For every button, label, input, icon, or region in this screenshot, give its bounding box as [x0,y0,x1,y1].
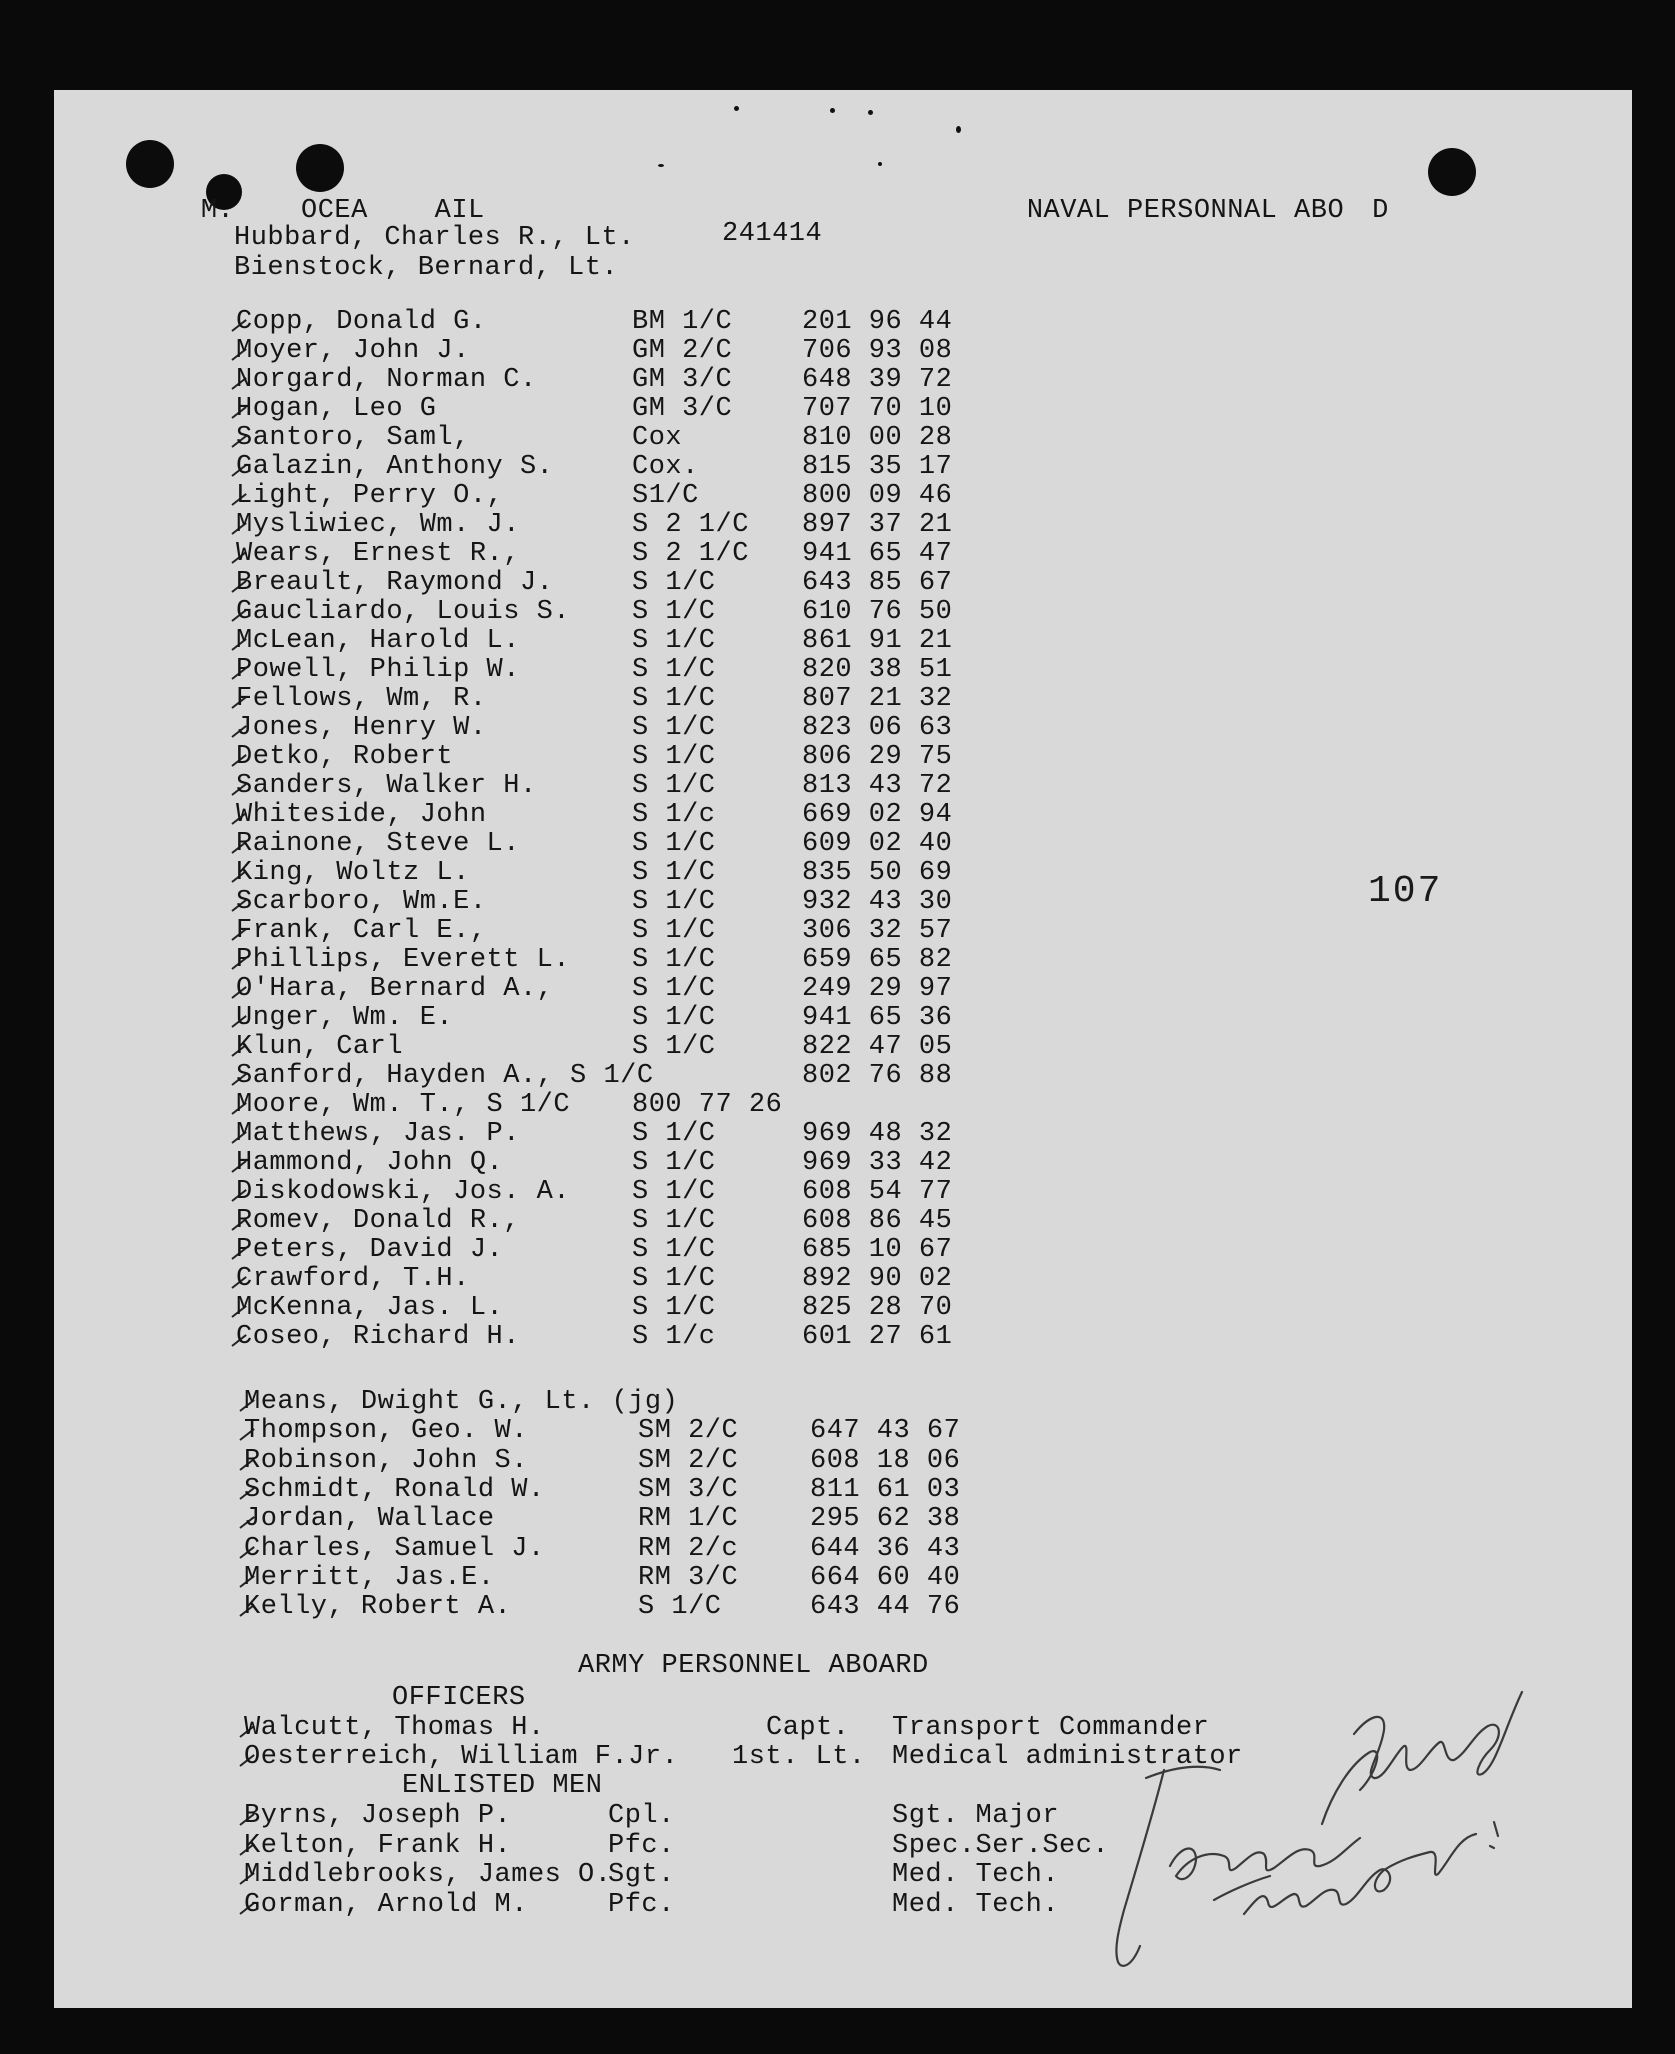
sailor-name: Means, Dwight G., Lt. (jg) [244,1387,679,1417]
sailor-name: Scarboro, Wm.E. [236,887,487,917]
service-number: 892 90 02 [802,1264,953,1294]
service-number: 813 43 72 [802,771,953,801]
sailor-rate: Cox. [632,452,699,482]
sailor-rate: S 1/C [632,829,716,859]
service-number: 941 65 47 [802,539,953,569]
service-number: 295 62 38 [810,1504,961,1535]
sailor-name: Frank, Carl E., [236,916,487,946]
sailor-name: Moore, Wm. T., S 1/C [236,1090,571,1120]
service-number: 823 06 63 [802,713,953,743]
service-number: 707 70 10 [802,394,953,424]
sailor-rate: S 1/C [632,1293,716,1323]
sailor-rate: S 1/C [632,1177,716,1207]
sailor-rate: S 2 1/C [632,539,749,569]
header-fragment: D [1372,196,1389,226]
sailor-name: Jordan, Wallace [244,1504,495,1535]
handwritten-signature [1084,1670,1544,2008]
army-name: Gorman, Arnold M. [244,1889,528,1920]
sailor-rate: S 1/C [632,684,716,714]
sailor-name: Crawford, T.H. [236,1264,470,1294]
sailor-rate: S1/C [632,481,699,511]
sailor-name: Copp, Donald G. [236,307,487,337]
sailor-name: Rainone, Steve L. [236,829,520,859]
service-number: 664 60 40 [810,1562,961,1593]
army-duty: Spec.Ser.Sec. [892,1830,1110,1861]
army-duty: Med. Tech. [892,1889,1060,1920]
sailor-rate: GM 3/C [632,394,733,424]
sailor-name: Robinson, John S. [244,1445,528,1476]
sailor-rate: 800 77 26 [632,1090,783,1120]
army-rank: Cpl. [608,1801,675,1831]
army-duty: Med. Tech. [892,1860,1060,1890]
document-page [54,90,1632,2008]
sailor-name: Moyer, John J. [236,336,470,366]
sailor-rate: S 1/C [632,1235,716,1265]
sailor-name: Peters, David J. [236,1235,504,1265]
service-number: 706 93 08 [802,336,953,366]
header-fragment: AIL [434,196,485,226]
sailor-rate: GM 2/C [632,336,733,366]
sailor-rate: S 1/c [632,1322,716,1352]
service-number: 802 76 88 [802,1061,953,1091]
punch-hole [1428,148,1476,196]
service-number: 811 61 03 [810,1474,961,1505]
sailor-rate: S 1/C [632,1264,716,1294]
army-rank: Pfc. [608,1889,675,1920]
service-number: 932 43 30 [802,887,953,917]
service-number: 608 18 06 [810,1445,961,1476]
sailor-rate: S 1/C [632,1206,716,1236]
sailor-name: McKenna, Jas. L. [236,1293,504,1323]
service-number: 608 86 45 [802,1206,953,1236]
army-duty: Sgt. Major [892,1801,1060,1831]
sailor-rate: S 1/C [632,974,716,1004]
officer-name: Bienstock, Bernard, Lt. [234,253,619,283]
sailor-rate: Cox [632,423,683,453]
service-number: 669 02 94 [802,800,953,830]
header-fragment: OCEA [301,196,368,226]
army-rank: Pfc. [608,1830,675,1861]
sailor-rate: S 1/C [632,655,716,685]
sailor-name: Breault, Raymond J. [236,568,554,598]
army-section-title: ARMY PERSONNEL ABOARD [578,1651,929,1681]
service-number: 643 85 67 [802,568,953,598]
sailor-name: Gaucliardo, Louis S. [236,597,571,627]
sailor-rate: S 1/C [632,742,716,772]
sailor-name: Sanders, Walker H. [236,771,537,801]
officer-number: 241414 [722,219,823,249]
service-number: 608 54 77 [802,1177,953,1207]
sailor-rate: S 1/C [632,568,716,598]
army-name: Kelton, Frank H. [244,1830,512,1861]
service-number: 249 29 97 [802,974,953,1004]
sailor-rate: S 1/c [632,800,716,830]
sailor-name: Santoro, Saml, [236,423,470,453]
service-number: 806 29 75 [802,742,953,772]
sailor-rate: S 1/C [632,916,716,946]
sailor-name: Hogan, Leo G [236,394,437,424]
service-number: 643 44 76 [810,1592,961,1623]
sailor-name: Kelly, Robert A. [244,1592,512,1623]
sailor-rate: S 1/C [632,1148,716,1178]
service-number: 610 76 50 [802,597,953,627]
sailor-name: Charles, Samuel J. [244,1533,545,1564]
service-number: 800 09 46 [802,481,953,511]
service-number: 810 00 28 [802,423,953,453]
sailor-name: Mysliwiec, Wm. J. [236,510,520,540]
sailor-rate: S 1/C [632,945,716,975]
sailor-rate: S 1/C [632,713,716,743]
service-number: 969 48 32 [802,1119,953,1149]
sailor-name: Coseo, Richard H. [236,1322,520,1352]
sailor-name: Light, Perry O., [236,481,504,511]
sailor-name: Matthews, Jas. P. [236,1119,520,1149]
sailor-name: Norgard, Norman C. [236,365,537,395]
sailor-name: O'Hara, Bernard A., [236,974,554,1004]
sailor-name: Fellows, Wm, R. [236,684,487,714]
sailor-name: McLean, Harold L. [236,626,520,656]
sailor-name: Hammond, John Q. [236,1148,504,1178]
service-number: 815 35 17 [802,452,953,482]
sailor-rate: S 1/C [632,1003,716,1033]
sailor-name: Diskodowski, Jos. A. [236,1177,571,1207]
service-number: 659 65 82 [802,945,953,975]
sailor-name: Wears, Ernest R., [236,539,520,569]
sailor-rate: SM 3/C [638,1474,739,1505]
service-number: 861 91 21 [802,626,953,656]
sailor-name: Jones, Henry W. [236,713,487,743]
service-number: 822 47 05 [802,1032,953,1062]
service-number: 835 50 69 [802,858,953,888]
sailor-name: Whiteside, John [236,800,487,830]
sailor-name: Klun, Carl [236,1032,404,1062]
header-right [960,168,1389,255]
service-number: 601 27 61 [802,1322,953,1352]
sailor-name: Galazin, Anthony S. [236,452,554,482]
service-number: 820 38 51 [802,655,953,685]
sailor-rate: SM 2/C [638,1445,739,1476]
army-duty: Medical administrator [892,1742,1243,1772]
army-rank: Sgt. [608,1860,675,1890]
service-number: 941 65 36 [802,1003,953,1033]
service-number: 306 32 57 [802,916,953,946]
army-rank: Capt. [766,1713,850,1743]
service-number: 897 37 21 [802,510,953,540]
sailor-rate: S 1/C [638,1592,722,1623]
army-name: Middlebrooks, James O. [244,1860,612,1890]
army-rank: 1st. Lt. [732,1742,866,1772]
sailor-rate: S 2 1/C [632,510,749,540]
service-number: 644 36 43 [810,1533,961,1564]
service-number: 685 10 67 [802,1235,953,1265]
sailor-rate: BM 1/C [632,307,733,337]
header-fragment: M. [200,196,235,226]
army-duty: Transport Commander [892,1713,1210,1743]
sailor-name: Sanford, Hayden A., S 1/C [236,1061,654,1091]
sailor-rate: S 1/C [632,887,716,917]
sailor-rate: RM 3/C [638,1562,739,1593]
army-name: Byrns, Joseph P. [244,1801,512,1831]
sailor-name: Merritt, Jas.E. [244,1562,495,1593]
service-number: 201 96 44 [802,307,953,337]
sailor-rate: RM 1/C [638,1504,739,1535]
sailor-name: Powell, Philip W. [236,655,520,685]
sailor-rate: S 1/C [632,771,716,801]
service-number: 807 21 32 [802,684,953,714]
sailor-rate: GM 3/C [632,365,733,395]
sailor-name: Schmidt, Ronald W. [244,1474,545,1505]
sailor-name: Detko, Robert [236,742,454,772]
sailor-rate: S 1/C [632,1032,716,1062]
sailor-rate: RM 2/c [638,1533,739,1564]
page-number: 107 [1368,870,1443,913]
sailor-rate: S 1/C [632,626,716,656]
officer-name: Hubbard, Charles R., Lt. [234,223,635,253]
officers-heading: OFFICERS [392,1683,526,1713]
army-name: Walcutt, Thomas H. [244,1713,545,1743]
sailor-name: Romev, Donald R., [236,1206,520,1236]
service-number: 825 28 70 [802,1293,953,1323]
sailor-name: King, Woltz L. [236,858,470,888]
sailor-rate: S 1/C [632,597,716,627]
service-number: 647 43 67 [810,1416,961,1447]
enlisted-heading: ENLISTED MEN [402,1771,603,1801]
sailor-rate: SM 2/C [638,1416,739,1447]
header-fragment: NAVAL PERSONNAL ABO [1026,196,1345,226]
sailor-rate: S 1/C [632,858,716,888]
sailor-rate: S 1/C [632,1119,716,1149]
service-number: 609 02 40 [802,829,953,859]
service-number: 648 39 72 [802,365,953,395]
service-number: 969 33 42 [802,1148,953,1178]
army-name: Oesterreich, William F.Jr. [244,1742,679,1772]
sailor-name: Phillips, Everett L. [236,945,571,975]
sailor-name: Unger, Wm. E. [236,1003,454,1033]
sailor-name: Thompson, Geo. W. [244,1416,528,1447]
